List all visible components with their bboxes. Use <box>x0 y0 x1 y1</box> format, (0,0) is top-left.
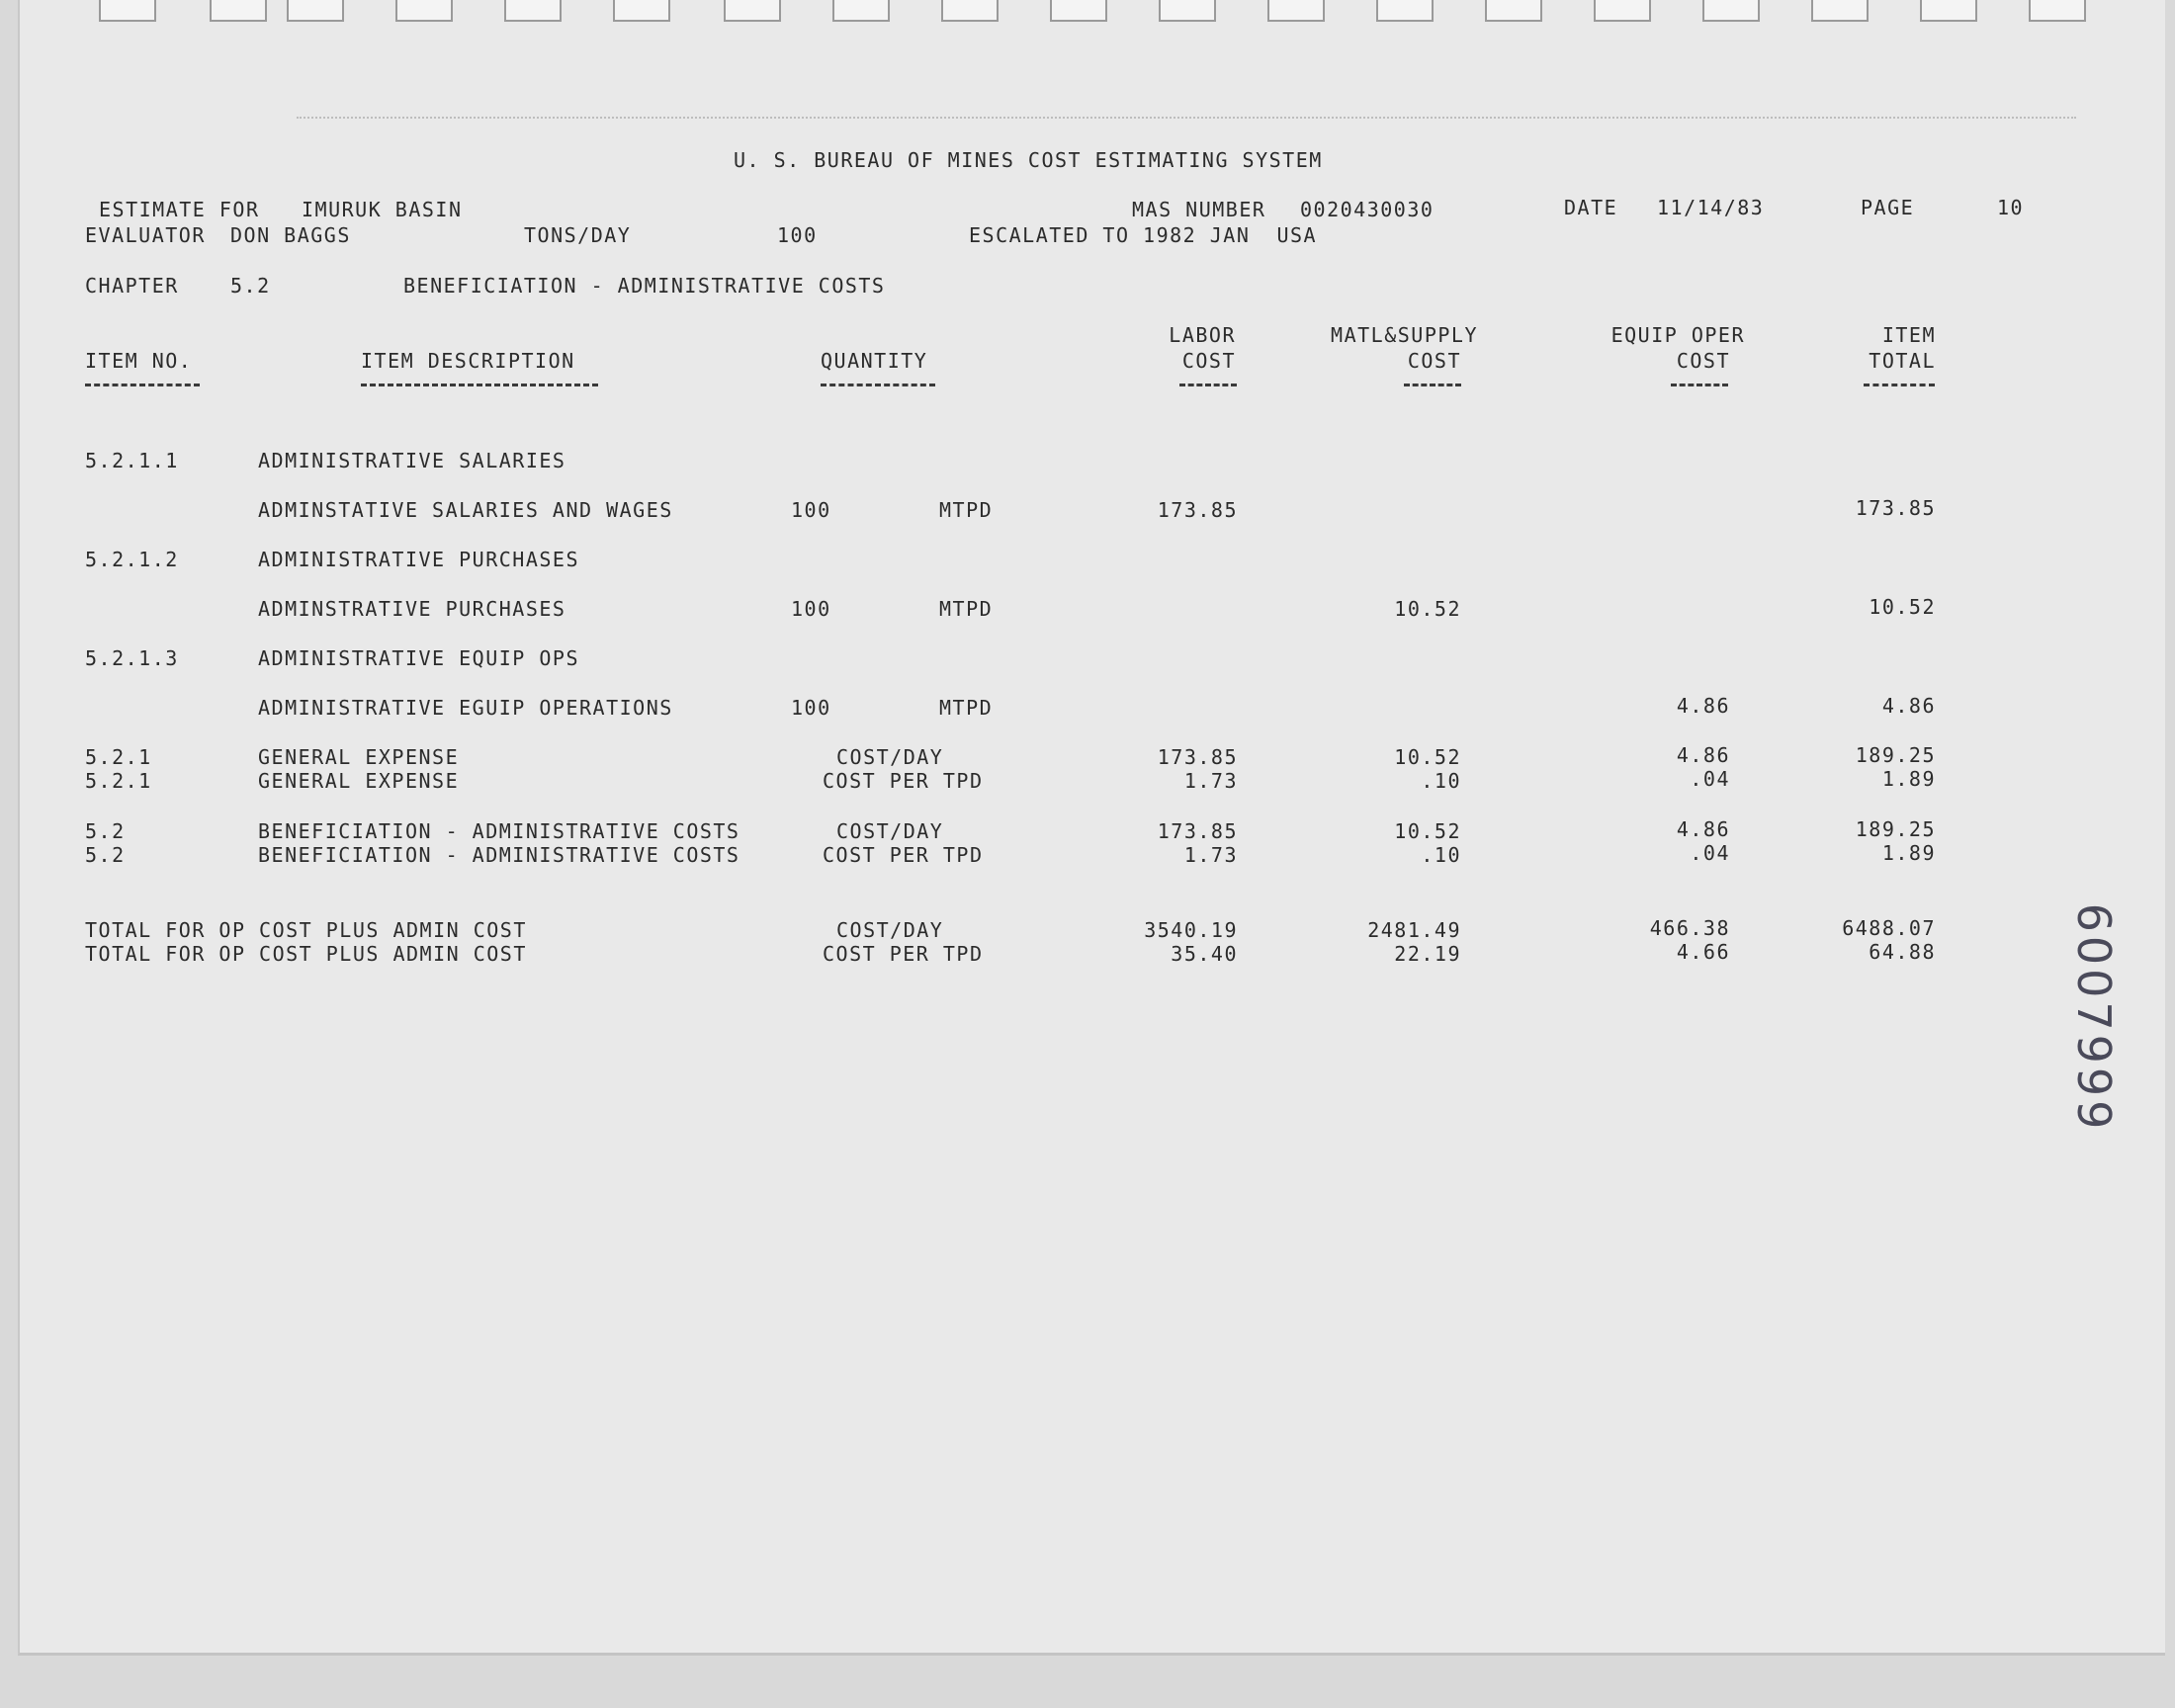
perforation-hole <box>1159 0 1216 22</box>
line-matl-cost: 10.52 <box>1394 597 1461 621</box>
summary-labor: 1.73 <box>1183 769 1238 793</box>
section-title: ADMINISTRATIVE PURCHASES <box>258 548 579 571</box>
summary-item: 5.2.1 <box>85 769 152 793</box>
summary-total: 189.25 <box>1855 743 1936 767</box>
perforation-hole <box>287 0 344 22</box>
chapter-title: BENEFICIATION - ADMINISTRATIVE COSTS <box>403 274 886 298</box>
mas-number-label: MAS NUMBER <box>1132 198 1266 221</box>
summary-matl: .10 <box>1421 769 1461 793</box>
equip-header-1: EQUIP OPER <box>1610 323 1745 347</box>
header-underline <box>361 384 598 386</box>
escalation-note: ESCALATED TO 1982 JAN USA <box>969 223 1318 247</box>
mas-number-value: 0020430030 <box>1300 198 1435 221</box>
summary-basis: COST PER TPD <box>823 942 984 966</box>
report-title: U. S. BUREAU OF MINES COST ESTIMATING SYSTEM <box>734 148 1323 172</box>
perforation-hole <box>1920 0 1977 22</box>
perforation-hole <box>724 0 781 22</box>
summary-basis: COST/DAY <box>836 819 944 843</box>
total-header-2: TOTAL <box>1869 349 1936 373</box>
summary-matl: 2481.49 <box>1367 918 1461 942</box>
summary-total: 1.89 <box>1881 767 1936 791</box>
summary-equip: 466.38 <box>1649 916 1730 940</box>
line-quantity: 100 <box>791 498 831 522</box>
perforation-hole <box>1702 0 1760 22</box>
line-unit: MTPD <box>939 597 994 621</box>
section-title: ADMINISTRATIVE SALARIES <box>258 449 566 472</box>
summary-description: GENERAL EXPENSE <box>258 769 460 793</box>
header-underline <box>1864 384 1935 386</box>
section-item-number: 5.2.1.3 <box>85 646 179 670</box>
faint-dotted-line <box>297 117 2076 119</box>
header-underline <box>1671 384 1728 386</box>
summary-basis: COST PER TPD <box>823 769 984 793</box>
summary-item: 5.2 <box>85 819 126 843</box>
perforation-hole <box>832 0 890 22</box>
summary-equip: 4.86 <box>1676 743 1730 767</box>
summary-item: 5.2.1 <box>85 745 152 769</box>
matl-header-1: MATL&SUPPLY <box>1331 323 1478 347</box>
perforation-hole <box>1050 0 1107 22</box>
section-title: ADMINISTRATIVE EQUIP OPS <box>258 646 579 670</box>
date-value: 11/14/83 <box>1657 196 1765 219</box>
perforation-hole <box>2029 0 2086 22</box>
evaluator-value: DON BAGGS <box>230 223 351 247</box>
summary-total: 6488.07 <box>1842 916 1936 940</box>
line-quantity: 100 <box>791 696 831 720</box>
line-quantity: 100 <box>791 597 831 621</box>
summary-equip: .04 <box>1690 841 1730 865</box>
page-number: 10 <box>1997 196 2025 219</box>
item-description-header: ITEM DESCRIPTION <box>361 349 575 373</box>
line-labor-cost: 173.85 <box>1157 498 1238 522</box>
summary-equip: 4.66 <box>1676 940 1730 964</box>
summary-basis: COST/DAY <box>836 745 944 769</box>
summary-labor: 35.40 <box>1171 942 1238 966</box>
line-item-total: 4.86 <box>1881 694 1936 718</box>
estimate-for-value: IMURUK BASIN <box>302 198 463 221</box>
summary-total: 189.25 <box>1855 817 1936 841</box>
grand-total-label: TOTAL FOR OP COST PLUS ADMIN COST <box>85 918 527 942</box>
summary-basis: COST/DAY <box>836 918 944 942</box>
line-equip-cost: 4.86 <box>1676 694 1730 718</box>
summary-equip: .04 <box>1690 767 1730 791</box>
perforation-hole <box>1594 0 1651 22</box>
summary-labor: 3540.19 <box>1144 918 1238 942</box>
summary-equip: 4.86 <box>1676 817 1730 841</box>
tons-per-day-label: TONS/DAY <box>524 223 632 247</box>
perforation-hole <box>1267 0 1325 22</box>
summary-labor: 173.85 <box>1157 819 1238 843</box>
summary-description: GENERAL EXPENSE <box>258 745 460 769</box>
line-description: ADMINSTRATIVE PURCHASES <box>258 597 566 621</box>
item-no-header: ITEM NO. <box>85 349 193 373</box>
page-label: PAGE <box>1861 196 1915 219</box>
evaluator-label: EVALUATOR <box>85 223 206 247</box>
grand-total-label: TOTAL FOR OP COST PLUS ADMIN COST <box>85 942 527 966</box>
summary-matl: 10.52 <box>1394 745 1461 769</box>
estimate-for-label: ESTIMATE FOR <box>99 198 260 221</box>
header-underline <box>1179 384 1237 386</box>
line-unit: MTPD <box>939 498 994 522</box>
perforation-hole <box>1485 0 1542 22</box>
line-description: ADMINISTRATIVE EGUIP OPERATIONS <box>258 696 673 720</box>
tons-per-day-value: 100 <box>777 223 818 247</box>
labor-header-2: COST <box>1181 349 1236 373</box>
summary-matl: .10 <box>1421 843 1461 867</box>
quantity-header: QUANTITY <box>821 349 928 373</box>
summary-item: 5.2 <box>85 843 126 867</box>
summary-total: 64.88 <box>1869 940 1936 964</box>
perforation-hole <box>941 0 999 22</box>
perforation-hole <box>210 0 267 22</box>
summary-labor: 1.73 <box>1183 843 1238 867</box>
line-item-total: 173.85 <box>1855 496 1936 520</box>
section-item-number: 5.2.1.2 <box>85 548 179 571</box>
section-item-number: 5.2.1.1 <box>85 449 179 472</box>
equip-header-2: COST <box>1676 349 1730 373</box>
matl-header-2: COST <box>1407 349 1461 373</box>
header-underline <box>1404 384 1461 386</box>
date-label: DATE <box>1564 196 1618 219</box>
summary-basis: COST PER TPD <box>823 843 984 867</box>
summary-labor: 173.85 <box>1157 745 1238 769</box>
perforation-hole <box>504 0 562 22</box>
perforation-hole <box>1811 0 1869 22</box>
perforation-hole <box>99 0 156 22</box>
labor-header-1: LABOR <box>1169 323 1236 347</box>
perforation-hole <box>395 0 453 22</box>
summary-total: 1.89 <box>1881 841 1936 865</box>
summary-description: BENEFICIATION - ADMINISTRATIVE COSTS <box>258 819 740 843</box>
perforation-hole <box>1376 0 1434 22</box>
total-header-1: ITEM <box>1881 323 1936 347</box>
line-description: ADMINSTATIVE SALARIES AND WAGES <box>258 498 673 522</box>
summary-description: BENEFICIATION - ADMINISTRATIVE COSTS <box>258 843 740 867</box>
summary-matl: 10.52 <box>1394 819 1461 843</box>
header-underline <box>821 384 935 386</box>
line-item-total: 10.52 <box>1869 595 1936 619</box>
line-unit: MTPD <box>939 696 994 720</box>
perforation-hole <box>613 0 670 22</box>
margin-stamp-number: 6007999 <box>2067 902 2121 1134</box>
summary-matl: 22.19 <box>1394 942 1461 966</box>
chapter-number: 5.2 <box>230 274 271 298</box>
header-underline <box>85 384 200 386</box>
chapter-label: CHAPTER <box>85 274 179 298</box>
